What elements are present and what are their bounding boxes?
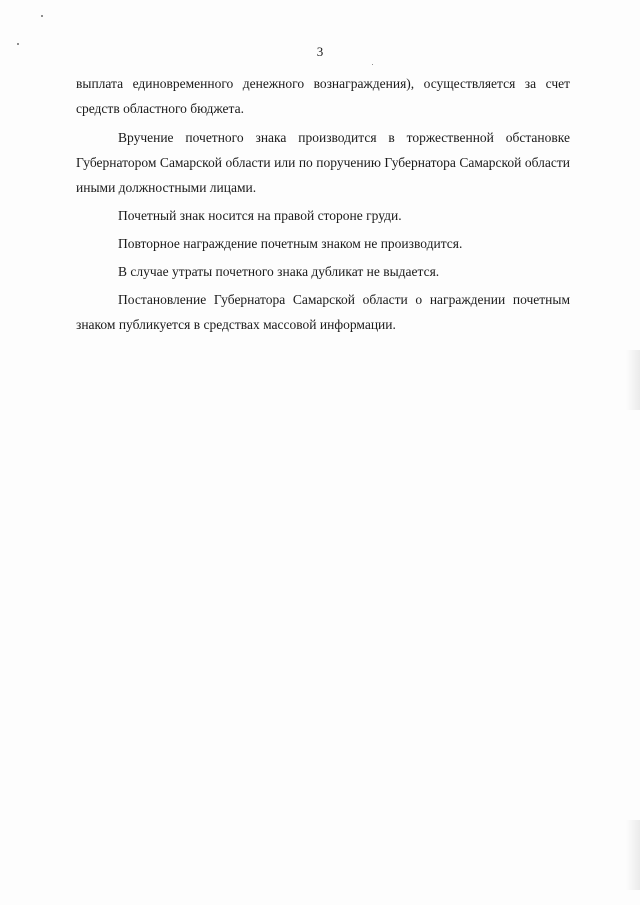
paragraph-duplicate: В случае утраты почетного знака дубликат не выдается. [118,264,440,279]
scan-edge-shadow [626,350,640,410]
page-number: 3 [316,44,324,59]
paragraph-funding: выплата единовременного денежного вознаграждения), осуществляется за счет средств областного бюджета. [76,76,570,116]
scan-edge-shadow [626,820,640,890]
paragraph-repeat-award: Повторное награждение почетным знаком не производится. [118,236,463,251]
paragraph-presentation: Вручение почетного знака производится в торжественной обстановке Губернатором Самарской области или по поручению Губернатора Самарской области иными должностными лицами. [76,130,570,195]
document-body [76,71,570,337]
scan-speck [372,64,373,65]
paragraph-publication: Постановление Губернатора Самарской области о награждении почетным знаком публикуется в средствах массовой информации. [76,292,570,332]
paragraph-wearing: Почетный знак носится на правой стороне груди. [118,208,402,223]
scan-speck [41,15,43,17]
